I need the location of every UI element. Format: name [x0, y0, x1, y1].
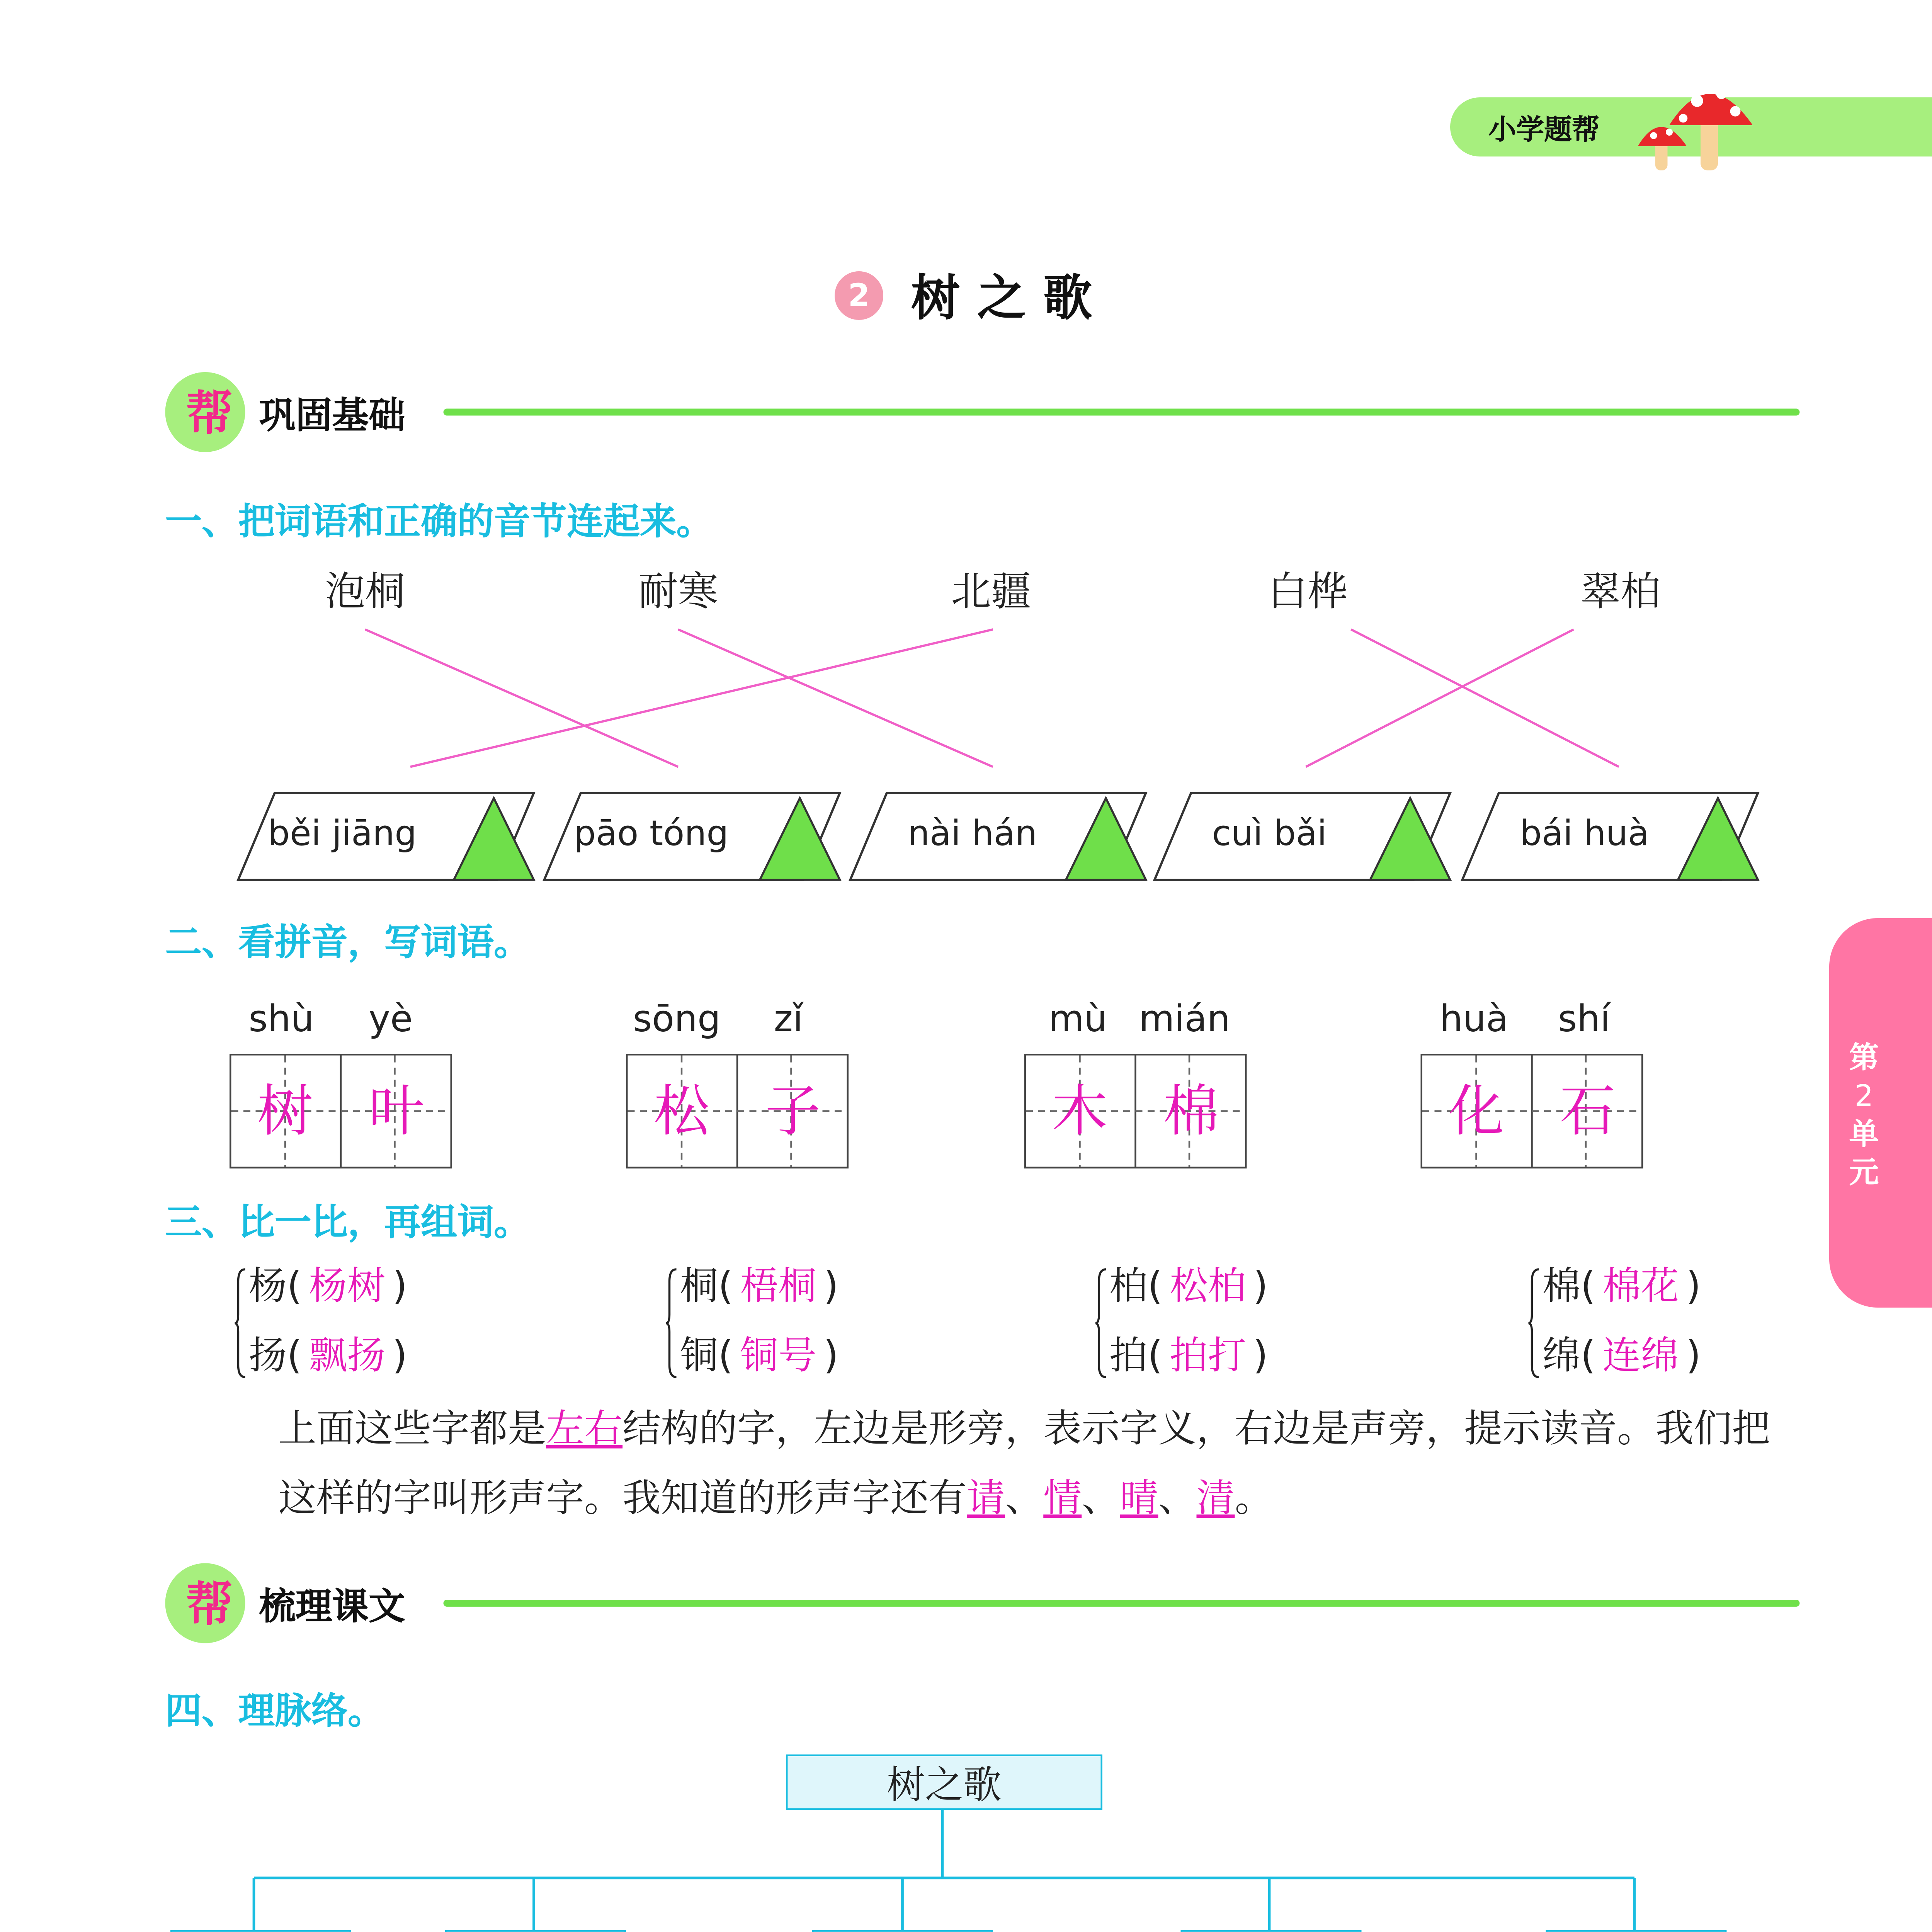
tree-root: 树之歌 — [786, 1755, 1102, 1810]
writing-grid[interactable]: 化 石 — [1421, 1054, 1643, 1168]
q1-word: 翠柏 — [1580, 570, 1661, 616]
pinyin-option[interactable]: bái huà — [1461, 791, 1760, 882]
question-3-title: 三、比一比，再组词。 — [165, 1201, 531, 1243]
tree-category — [812, 1930, 993, 1932]
pinyin-option[interactable]: pāo tóng — [543, 791, 842, 882]
pinyin-label: shí — [1558, 998, 1611, 1040]
pinyin-option[interactable]: běi jiāng — [236, 791, 536, 882]
q1-word: 泡桐 — [325, 570, 405, 616]
compare-pair: 柏( 松柏 ) 拍( 拍打 ) — [1109, 1261, 1268, 1400]
section-banner-text-review: 帮 梳理课文 — [165, 1560, 1809, 1647]
pinyin-label: sōng — [633, 998, 721, 1040]
question-4-title: 四、理脉络。 — [165, 1690, 384, 1732]
pinyin-label: yè — [369, 998, 413, 1040]
q1-word: 北疆 — [951, 570, 1031, 616]
writing-grid[interactable]: 松 子 — [626, 1054, 849, 1168]
pinyin-label: mù — [1048, 998, 1107, 1040]
tree-category — [1546, 1930, 1727, 1932]
unit-tab-label: 第 2 单 元 — [1849, 1041, 1879, 1191]
brand-label: 小学题帮 — [1488, 113, 1600, 146]
pinyin-option[interactable]: cuì bǎi — [1153, 791, 1452, 882]
q1-word: 白桦 — [1267, 570, 1348, 616]
pinyin-label: shù — [248, 998, 314, 1040]
writing-grid[interactable]: 木 棉 — [1024, 1054, 1247, 1168]
q1-word: 耐寒 — [638, 570, 718, 616]
tree-category — [445, 1930, 626, 1932]
pinyin-option[interactable]: nài hán — [849, 791, 1148, 882]
pinyin-label: zǐ — [774, 998, 803, 1040]
compare-pair: 桐( 梧桐 ) 铜( 铜号 ) — [680, 1261, 838, 1400]
question-2-title: 二、看拼音，写词语。 — [165, 922, 531, 963]
pinyin-label: huà — [1440, 998, 1509, 1040]
q3-paragraph: 上面这些字都是左右结构的字，左边是形旁，表示字义，右边是声旁，提示读音。我们把这样的字叫形声字。我知道的形声字还有请、情、晴、清。 — [278, 1408, 1770, 1522]
tree-category — [1181, 1930, 1362, 1932]
question-1-title: 一、把词语和正确的音节连起来。 — [165, 501, 713, 543]
answer-structure: 左右 — [546, 1408, 623, 1452]
tree-category — [170, 1930, 351, 1932]
lesson-number: 2 — [835, 271, 883, 320]
compare-pair: 杨( 杨树 ) 扬( 飘扬 ) — [249, 1261, 407, 1400]
lesson-title-text: 树之歌 — [911, 269, 1110, 327]
compare-pair: 棉( 棉花 ) 绵( 连绵 ) — [1543, 1261, 1701, 1400]
section-banner-basics: 帮 巩固基础 — [165, 369, 1809, 456]
writing-grid[interactable]: 树 叶 — [230, 1054, 452, 1168]
pinyin-label: mián — [1139, 998, 1230, 1040]
